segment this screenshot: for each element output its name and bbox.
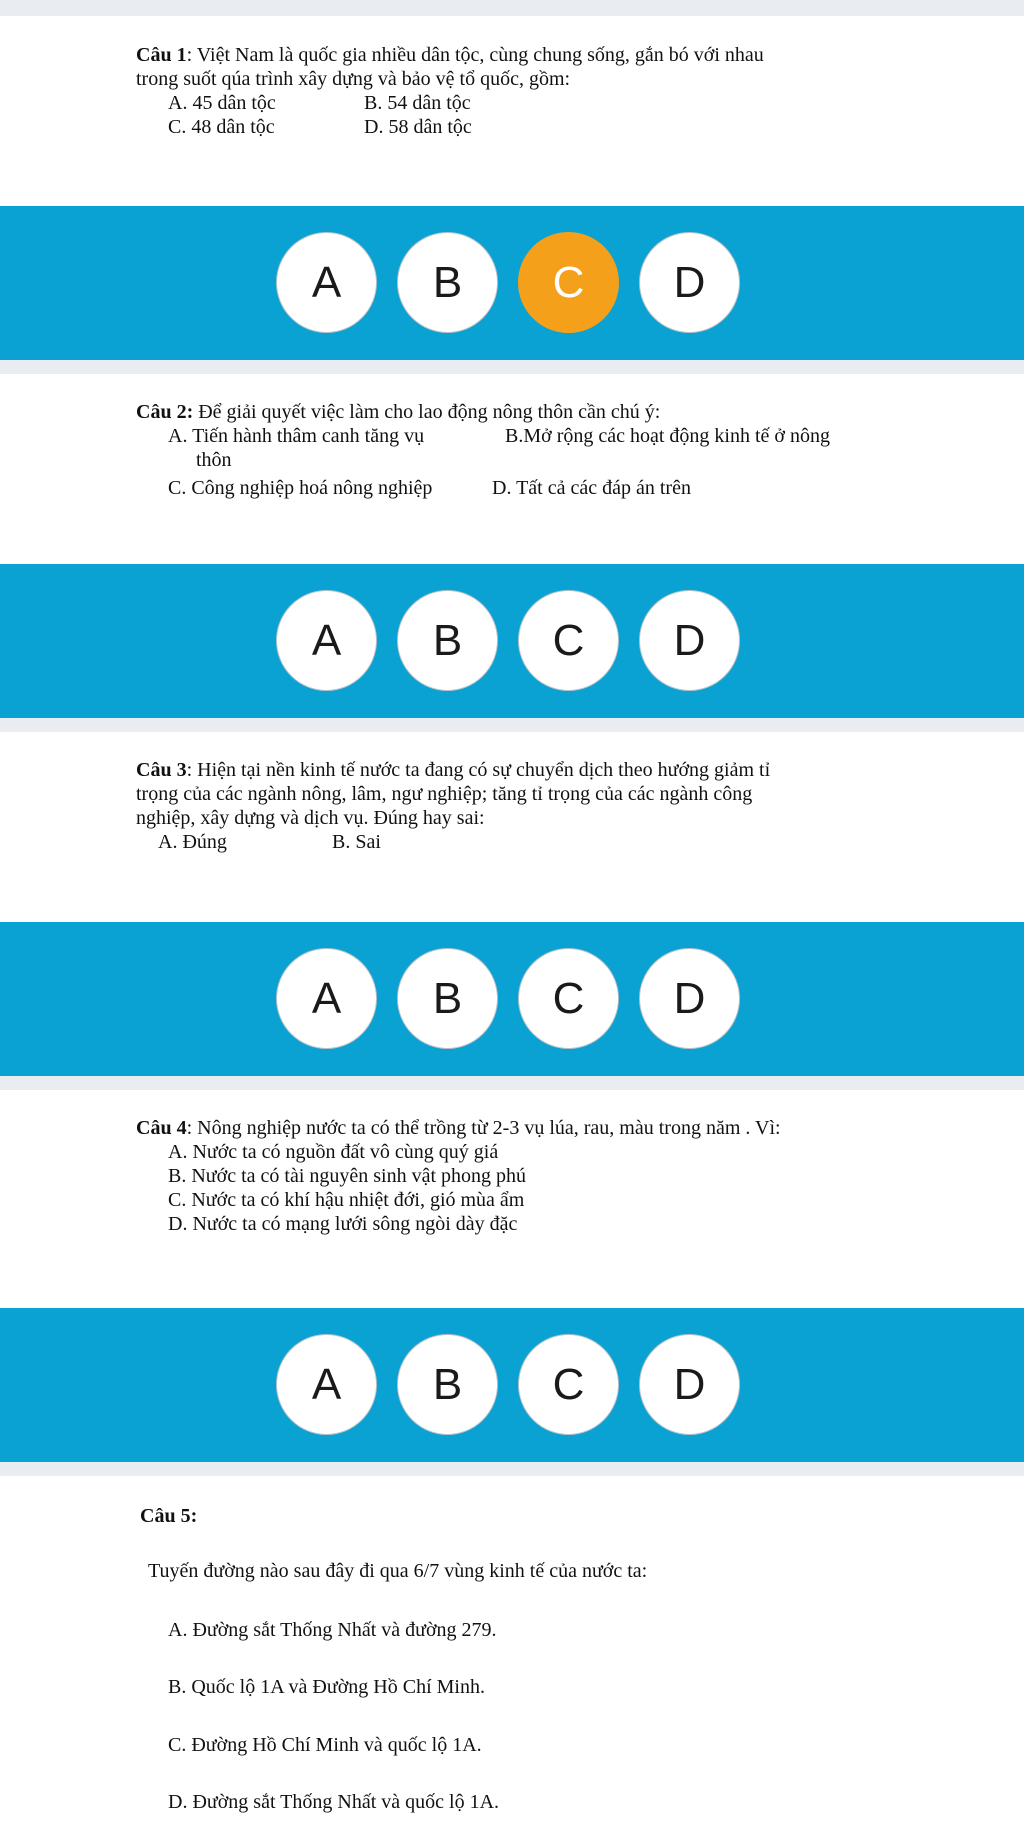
question-card-1	[0, 16, 1024, 206]
answer-panel-1	[0, 206, 1024, 360]
answer-3-b-button[interactable]: B	[397, 948, 498, 1049]
answer-4-c-button[interactable]: C	[518, 1334, 619, 1435]
question-1-title: Câu 1	[136, 44, 187, 66]
question-5-option-a: A. Đường sắt Thống Nhất và đường 279.	[168, 1619, 497, 1641]
answer-4-b-button[interactable]: B	[397, 1334, 498, 1435]
answer-3-d-button[interactable]: D	[639, 948, 740, 1049]
answer-3-a-button[interactable]: A	[276, 948, 377, 1049]
question-3-option-b: B. Sai	[332, 831, 381, 853]
answer-panel-2	[0, 564, 1024, 718]
question-card-5	[0, 1476, 1024, 1833]
answer-2-d-button[interactable]: D	[639, 590, 740, 691]
question-3-option-a: A. Đúng	[158, 831, 227, 853]
question-2-option-b: B.Mở rộng các hoạt động kinh tế ở nông	[505, 425, 830, 447]
answer-1-d-button[interactable]: D	[639, 232, 740, 333]
answer-choices-3	[276, 948, 740, 1049]
question-2-option-d: D. Tất cả các đáp án trên	[492, 477, 691, 499]
question-5-line-1: Tuyến đường nào sau đây đi qua 6/7 vùng kinh tế của nước ta:	[148, 1560, 648, 1582]
question-2-option-c: C. Công nghiệp hoá nông nghiệp	[168, 477, 433, 499]
question-1-text: Câu 1: Việt Nam là quốc gia nhiều dân tộc, cùng chung sống, gắn bó với nhau trong suốt qúa trình xây dựng và bảo vệ tổ quốc, gồm: A. 45 dân tộc B. 54 dân tộc C. 48 dân tộc D. 58 dân tộc	[136, 43, 896, 139]
answer-2-a-button[interactable]: A	[276, 590, 377, 691]
question-4-option-d: D. Nước ta có mạng lưới sông ngòi dày đặc	[168, 1213, 518, 1235]
question-1-option-d: D. 58 dân tộc	[364, 116, 472, 138]
question-4-title: Câu 4	[136, 1117, 187, 1139]
question-3-line-2: trọng của các ngành nông, lâm, ngư nghiệp; tăng tỉ trọng của các ngành công	[136, 783, 753, 805]
question-1-option-b: B. 54 dân tộc	[364, 92, 471, 114]
question-5-text	[136, 1476, 936, 1833]
answer-panel-4	[0, 1308, 1024, 1462]
question-card-3	[0, 732, 1024, 922]
question-2-line-1: Để giải quyết việc làm cho lao động nông thôn cần chú ý:	[198, 401, 661, 423]
answer-3-c-button[interactable]: C	[518, 948, 619, 1049]
answer-1-b-button[interactable]: B	[397, 232, 498, 333]
question-2-text	[136, 400, 896, 500]
question-1-line-2: trong suốt qúa trình xây dựng và bảo vệ tổ quốc, gồm:	[136, 68, 571, 90]
question-4-text: Câu 4: Nông nghiệp nước ta có thể trồng từ 2-3 vụ lúa, rau, màu trong năm . Vì: A. Nước ta có nguồn đất vô cùng quý giá B. Nước ta có tài nguyên sinh vật phong phú C. Nước ta có khí hậu nhiệt đới, gió mùa ẩm D. Nước ta có mạng lưới sông ngòi dày đặc	[136, 1116, 896, 1236]
question-4-line-1: Nông nghiệp nước ta có thể trồng từ 2-3 vụ lúa, rau, màu trong năm . Vì:	[197, 1117, 781, 1139]
question-1-line-1: Việt Nam là quốc gia nhiều dân tộc, cùng chung sống, gắn bó với nhau	[196, 44, 764, 66]
question-4-option-a: A. Nước ta có nguồn đất vô cùng quý giá	[168, 1141, 499, 1163]
question-3-line-3: nghiệp, xây dựng và dịch vụ. Đúng hay sai:	[136, 807, 485, 829]
answer-1-a-button[interactable]: A	[276, 232, 377, 333]
question-5-title: Câu 5:	[140, 1505, 198, 1527]
question-3-title: Câu 3	[136, 759, 187, 781]
question-4-option-c: C. Nước ta có khí hậu nhiệt đới, gió mùa ẩm	[168, 1189, 525, 1211]
question-2-option-a: A. Tiến hành thâm canh tăng vụ	[168, 425, 425, 447]
question-4-option-b: B. Nước ta có tài nguyên sinh vật phong phú	[168, 1165, 527, 1187]
question-5-option-b: B. Quốc lộ 1A và Đường Hồ Chí Minh.	[168, 1676, 485, 1698]
answer-choices-4	[276, 1334, 740, 1435]
answer-2-b-button[interactable]: B	[397, 590, 498, 691]
answer-1-c-button[interactable]: C	[518, 232, 619, 333]
question-2-option-b-cont: thôn	[196, 449, 232, 471]
question-1-option-a: A. 45 dân tộc	[168, 92, 276, 114]
answer-choices-2	[276, 590, 740, 691]
answer-4-a-button[interactable]: A	[276, 1334, 377, 1435]
question-5-option-d: D. Đường sắt Thống Nhất và quốc lộ 1A.	[168, 1791, 500, 1813]
question-card-2	[0, 374, 1024, 564]
question-3-text: Câu 3: Hiện tại nền kinh tế nước ta đang có sự chuyển dịch theo hướng giảm tỉ trọng của các ngành nông, lâm, ngư nghiệp; tăng tỉ trọng của các ngành công nghiệp, xây dựng và dịch vụ. Đúng hay sai: A. Đúng B. Sai	[136, 758, 896, 854]
answer-4-d-button[interactable]: D	[639, 1334, 740, 1435]
answer-choices-1	[276, 232, 740, 333]
question-5-option-c: C. Đường Hồ Chí Minh và quốc lộ 1A.	[168, 1734, 482, 1756]
question-card-4	[0, 1090, 1024, 1308]
answer-panel-3	[0, 922, 1024, 1076]
answer-2-c-button[interactable]: C	[518, 590, 619, 691]
question-3-line-1: Hiện tại nền kinh tế nước ta đang có sự chuyển dịch theo hướng giảm tỉ	[197, 759, 771, 781]
question-2-title: Câu 2:	[136, 401, 194, 423]
question-1-option-c: C. 48 dân tộc	[168, 116, 275, 138]
